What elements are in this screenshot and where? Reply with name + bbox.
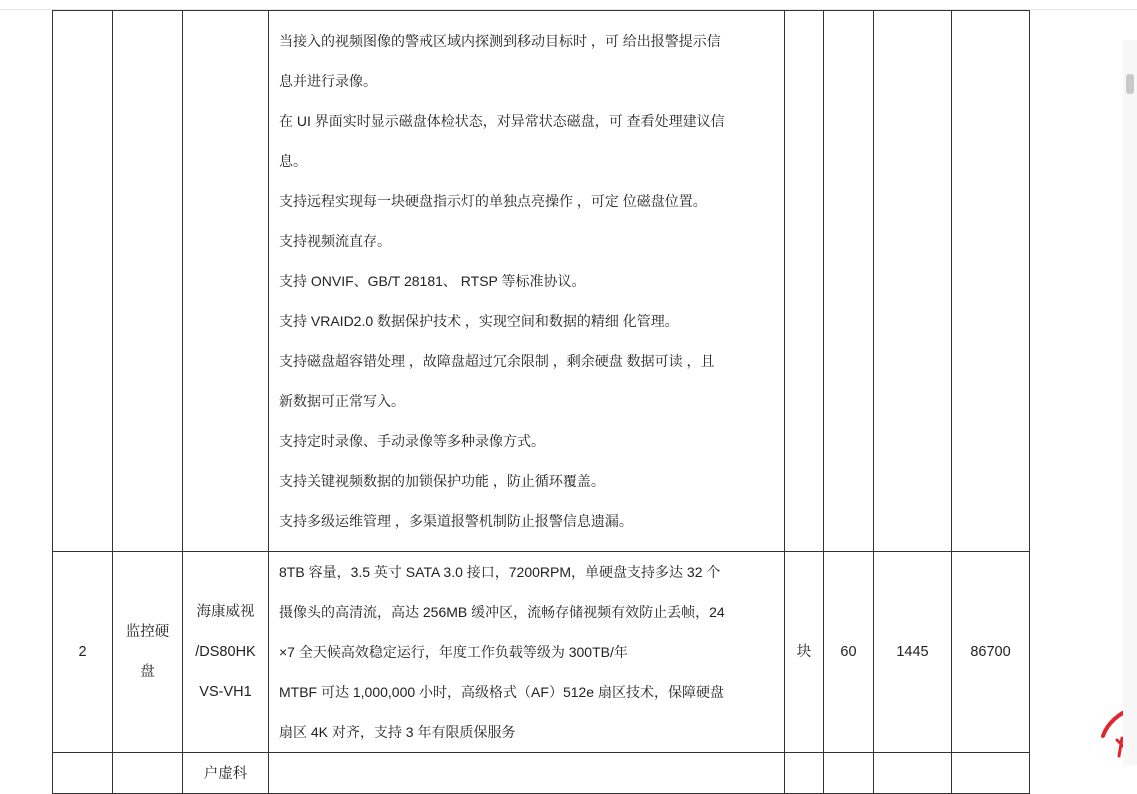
unit-cell xyxy=(785,753,824,794)
name-cell xyxy=(113,552,183,753)
unit-cell xyxy=(785,11,824,552)
description-line: 息。 xyxy=(279,153,307,169)
table-row xyxy=(53,753,1030,794)
model-cell xyxy=(183,11,269,552)
item-model-partial: 户虚科 xyxy=(203,766,248,782)
name-cell xyxy=(113,753,183,794)
item-unit: 块 xyxy=(796,644,812,660)
model-cell xyxy=(183,753,269,794)
description-cell xyxy=(269,552,785,753)
description-cell xyxy=(269,11,785,552)
quantity-cell xyxy=(824,552,874,753)
viewer-top-bar xyxy=(0,0,1137,10)
item-model-line: 海康威视 xyxy=(196,604,255,620)
item-model-line: VS-VH1 xyxy=(199,684,252,700)
description-line: 支持磁盘超容错处理 ，故障盘超过冗余限制 ，剩余硬盘 数据可读 ，且 xyxy=(279,353,715,369)
description-line: 在 UI 界面实时显示磁盘体检状态，对异常状态磁盘，可 查看处理建议信 xyxy=(279,113,725,129)
table-row xyxy=(53,552,1030,753)
description-line: 支持 ONVIF、GB/T 28181、 RTSP 等标准协议。 xyxy=(279,273,586,289)
quantity-cell xyxy=(824,11,874,552)
total-cell xyxy=(952,552,1030,753)
item-quantity: 60 xyxy=(840,644,857,660)
description-line: 扇区 4K 对齐，支持 3 年有限质保服务 xyxy=(279,724,516,740)
index-cell xyxy=(53,753,113,794)
description-line: ×7 全天候高效稳定运行，年度工作负载等级为 300TB/年 xyxy=(279,644,628,660)
description-line: 摄像头的高清流，高达 256MB 缓冲区，流畅存储视频有效防止丢帧，24 xyxy=(279,604,725,620)
description-line: 支持多级运维管理 ，多渠道报警机制防止报警信息遗漏。 xyxy=(279,513,633,529)
item-model-line: /DS80HK xyxy=(195,644,256,660)
unit-price-cell xyxy=(874,753,952,794)
item-name-line: 盘 xyxy=(140,664,155,680)
item-name-line: 监控硬 xyxy=(125,624,170,640)
total-cell xyxy=(952,753,1030,794)
table-row xyxy=(53,11,1030,552)
description-line: 息并进行录像。 xyxy=(279,73,377,89)
item-unit-price: 1445 xyxy=(896,644,929,660)
description-line: 支持 VRAID2.0 数据保护技术 ，实现空间和数据的精细 化管理。 xyxy=(279,313,679,329)
description-line: 当接入的视频图像的警戒区域内探测到移动目标时 ，可 给出报警提示信 xyxy=(279,33,721,49)
index-cell xyxy=(53,552,113,753)
item-total: 86700 xyxy=(970,644,1011,660)
vertical-scrollbar[interactable] xyxy=(1123,40,1137,765)
quantity-cell xyxy=(824,753,874,794)
procurement-table xyxy=(52,10,1030,794)
name-cell xyxy=(113,11,183,552)
model-cell xyxy=(183,552,269,753)
description-line: 新数据可正常写入。 xyxy=(279,393,405,409)
description-line: 支持远程实现每一块硬盘指示灯的单独点亮操作 ，可定 位磁盘位置。 xyxy=(279,193,707,209)
description-line: MTBF 可达 1,000,000 小时，高级格式（AF）512e 扇区技术，保障硬盘 xyxy=(279,684,724,700)
total-cell xyxy=(952,11,1030,552)
description-line: 支持定时录像、手动录像等多种录像方式。 xyxy=(279,433,545,449)
unit-price-cell xyxy=(874,552,952,753)
scrollbar-thumb[interactable] xyxy=(1126,74,1134,94)
description-line: 8TB 容量，3.5 英寸 SATA 3.0 接口，7200RPM，单硬盘支持多达 32 个 xyxy=(279,564,721,580)
index-cell xyxy=(53,11,113,552)
description-line: 支持视频流直存。 xyxy=(279,233,391,249)
unit-cell xyxy=(785,552,824,753)
unit-price-cell xyxy=(874,11,952,552)
description-cell xyxy=(269,753,785,794)
item-index: 2 xyxy=(78,644,87,660)
description-line: 支持关键视频数据的加锁保护功能 ，防止循环覆盖。 xyxy=(279,473,605,489)
